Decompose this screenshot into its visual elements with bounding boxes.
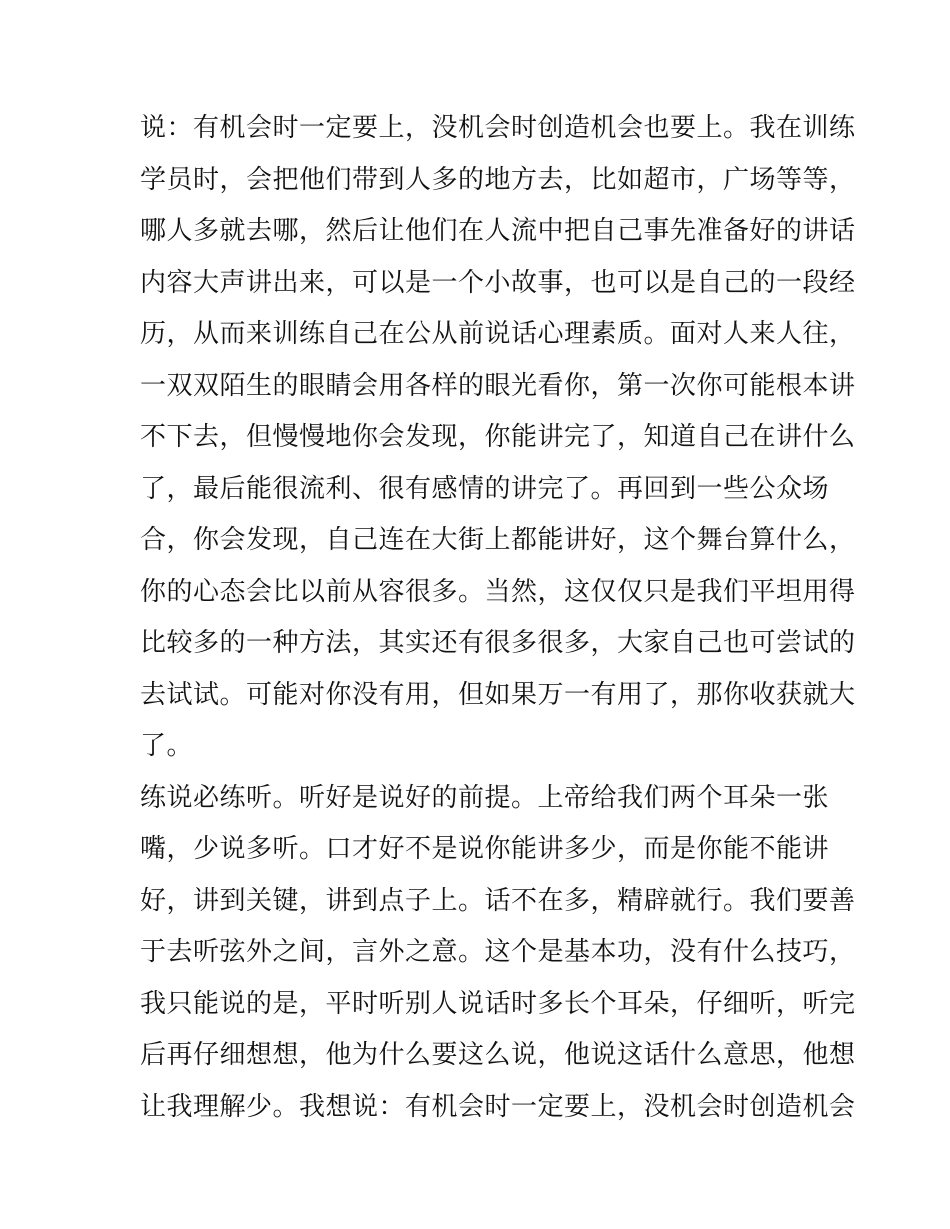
text-line: 合，你会发现，自己连在大街上都能讲好，这个舞台算什么， (140, 525, 856, 555)
text-line: 说：有机会时一定要上，没机会时创造机会也要上。我在训练 (140, 113, 856, 143)
text-line: 内容大声讲出来，可以是一个小故事，也可以是自己的一段经 (140, 267, 856, 298)
document-body (140, 103, 856, 1133)
text-line: 后再仔细想想，他为什么要这么说，他说这话什么意思，他想 (140, 1040, 856, 1070)
text-line: 于去听弦外之间，言外之意。这个是基本功，没有什么技巧， (140, 937, 856, 967)
text-line: 了。 (140, 731, 194, 761)
text-line: 学员时，会把他们带到人多的地方去，比如超市，广场等等， (140, 164, 856, 195)
text-line: 不下去，但慢慢地你会发现，你能讲完了，知道自己在讲什么 (140, 422, 856, 452)
text-line: 好，讲到关键，讲到点子上。话不在多，精辟就行。我们要善 (140, 885, 856, 916)
text-line: 比较多的一种方法，其实还有很多很多，大家自己也可尝试的 (140, 628, 856, 658)
text-line: 历，从而来训练自己在公从前说话心理素质。面对人来人往， (140, 319, 856, 349)
text-line: 哪人多就去哪，然后让他们在人流中把自己事先准备好的讲话 (140, 216, 856, 246)
text-line: 嘴，少说多听。口才好不是说你能讲多少，而是你能不能讲 (140, 834, 830, 864)
text-line: 你的心态会比以前从容很多。当然，这仅仅只是我们平坦用得 (140, 576, 856, 607)
text-line: 我只能说的是，平时听别人说话时多长个耳朵，仔细听，听完 (140, 988, 856, 1019)
text-line: 练说必练听。听好是说好的前提。上帝给我们两个耳朵一张 (140, 782, 830, 813)
text-line: 让我理解少。我想说：有机会时一定要上，没机会时创造机会 (140, 1091, 856, 1122)
text-line: 去试试。可能对你没有用，但如果万一有用了，那你收获就大 (140, 679, 856, 710)
text-line: 了，最后能很流利、很有感情的讲完了。再回到一些公众场 (140, 473, 830, 504)
text-line: 一双双陌生的眼睛会用各样的眼光看你，第一次你可能根本讲 (140, 370, 856, 401)
